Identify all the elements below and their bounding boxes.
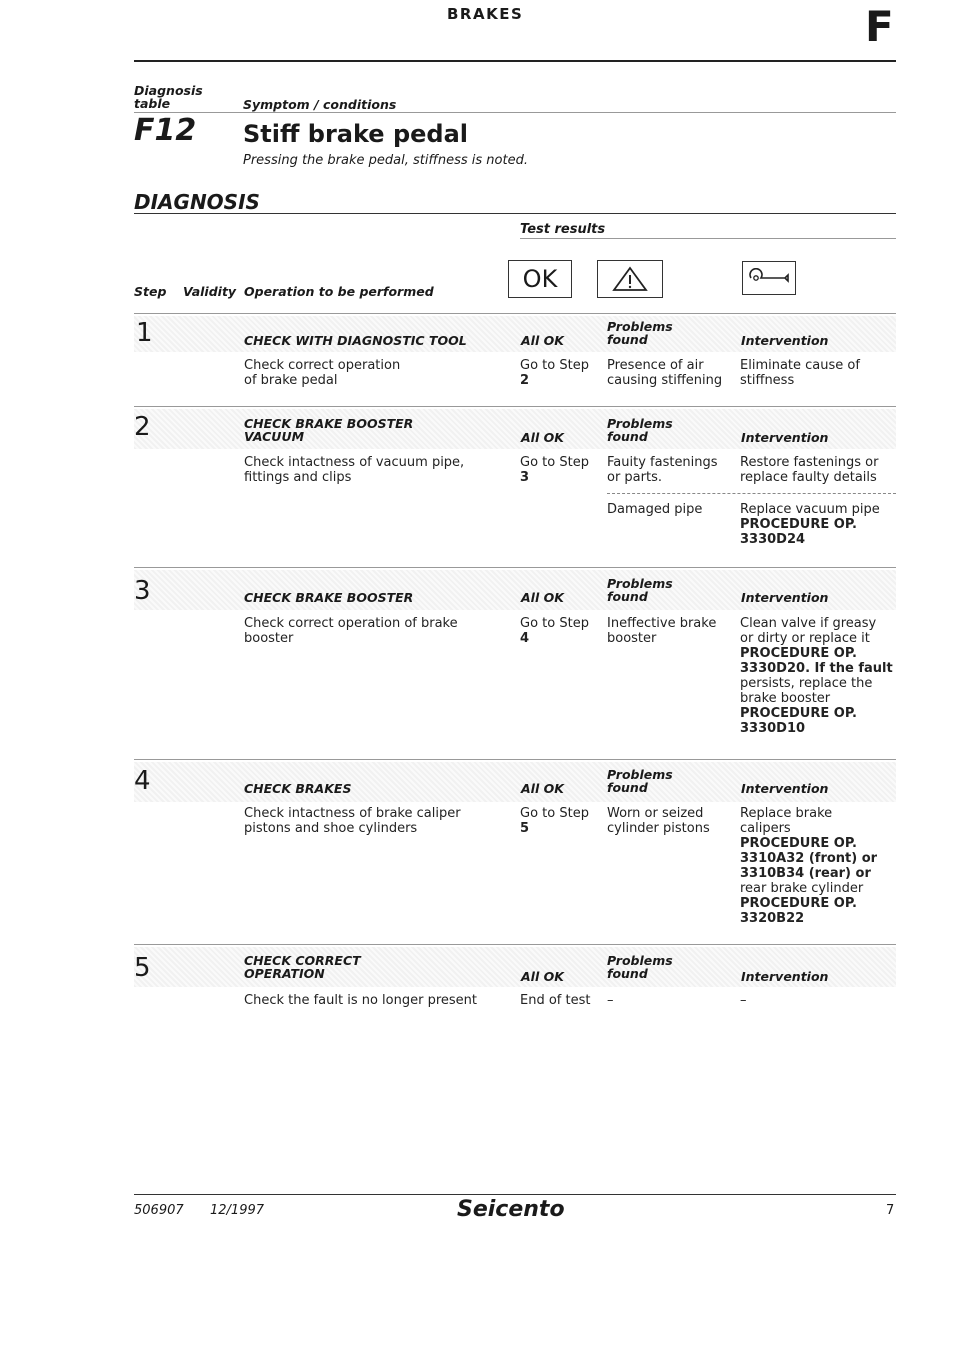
- operation-line: Check intactness of vacuum pipe,: [244, 455, 465, 470]
- ok-result-step: 2: [520, 373, 530, 388]
- ok-result-line: Go to Step: [520, 358, 589, 373]
- fix-line: stiffness: [740, 373, 795, 388]
- problem-line: –: [607, 993, 614, 1008]
- diagnosis-label-line1: Diagnosis: [134, 83, 203, 98]
- step-5-number: 5: [134, 953, 151, 983]
- wrench-icon: [742, 261, 796, 295]
- problems-label: Problems: [607, 576, 673, 591]
- operation-line: fittings and clips: [244, 470, 352, 485]
- step-1-fix: [740, 358, 860, 388]
- warning-triangle-icon: [597, 260, 663, 298]
- step-1-number: 1: [136, 318, 153, 348]
- problem-line: Ineffective brake: [607, 616, 717, 631]
- page-header-title: BRAKES: [447, 5, 524, 23]
- step-5-problems-found: [607, 954, 673, 980]
- test-results-rule: [520, 238, 896, 239]
- problems-label: Problems: [607, 416, 673, 431]
- step-3-problems-found: [607, 577, 673, 603]
- ok-icon-text: OK: [522, 265, 558, 293]
- operation-line: booster: [244, 631, 294, 646]
- fault-title: Stiff brake pedal: [243, 120, 468, 148]
- symptom-conditions-label: Symptom / conditions: [243, 97, 397, 112]
- operation-line: Check correct operation: [244, 358, 401, 373]
- procedure-label: PROCEDURE OP.: [740, 706, 857, 721]
- step-2-problem-1: [607, 455, 718, 485]
- step-2-rule: [134, 406, 896, 407]
- diagnosis-label-line2: table: [134, 96, 171, 111]
- step-5-problem: [607, 993, 614, 1008]
- footer-doc-number: 506907: [134, 1203, 184, 1218]
- procedure-label: PROCEDURE OP.: [740, 896, 857, 911]
- procedure-code: 3330D10: [740, 721, 806, 736]
- step-4-number: 4: [134, 766, 151, 796]
- step-5-operation: [244, 993, 477, 1008]
- section-letter: F: [865, 2, 894, 51]
- column-operation: Operation to be performed: [244, 284, 434, 299]
- step-2-fix-2: [740, 502, 880, 547]
- problem-line: booster: [607, 631, 657, 646]
- ok-result-step: 5: [520, 821, 530, 836]
- step-5-rule: [134, 944, 896, 945]
- column-validity: Validity: [183, 284, 237, 299]
- problem-line: cylinder pistons: [607, 821, 710, 836]
- fix-line: brake booster: [740, 691, 831, 706]
- wrench-glyph: [747, 268, 791, 288]
- ok-icon: [508, 260, 572, 298]
- fix-line: –: [740, 993, 747, 1008]
- diagnosis-heading: DIAGNOSIS: [134, 190, 260, 214]
- step-5-intervention: Intervention: [741, 969, 829, 984]
- step-1-all-ok: All OK: [521, 333, 564, 348]
- test-results-label: Test results: [520, 222, 606, 237]
- procedure-code: 3310A32 (front) or: [740, 851, 878, 866]
- problems-label: Problems: [607, 319, 673, 334]
- problem-line: Damaged pipe: [607, 502, 703, 517]
- footer-date: 12/1997: [210, 1203, 265, 1218]
- procedure-code: 3320B22: [740, 911, 805, 926]
- diagnosis-table-label: [134, 84, 203, 110]
- step-2-operation: [244, 455, 464, 485]
- problems-label: Problems: [607, 767, 673, 782]
- footer-rule: [134, 1194, 896, 1195]
- fix-line: calipers: [740, 821, 791, 836]
- step-3-ok-result: [520, 616, 589, 646]
- operation-line: Check intactness of brake caliper: [244, 806, 461, 821]
- step-5-heading: [244, 954, 361, 980]
- step-4-operation: [244, 806, 461, 836]
- step-2-problem-2: [607, 502, 702, 517]
- step-2-problems-found: [607, 417, 673, 443]
- step-2-intervention: Intervention: [741, 430, 829, 445]
- fix-line: or dirty or replace it: [740, 631, 870, 646]
- fix-line: Replace brake: [740, 806, 833, 821]
- found-label: found: [607, 429, 648, 444]
- fault-code: F12: [134, 113, 197, 148]
- fix-line: Eliminate cause of: [740, 358, 860, 373]
- fix-line: Restore fastenings or: [740, 455, 879, 470]
- step-4-rule: [134, 759, 896, 760]
- ok-result-line: Go to Step: [520, 616, 589, 631]
- step-4-problems-found: [607, 768, 673, 794]
- problem-line: Fauity fastenings: [607, 455, 718, 470]
- step-2-sub-rule: [607, 493, 896, 494]
- diagnosis-rule: [134, 213, 896, 214]
- column-header-rule: [134, 313, 896, 314]
- ok-result-step: 3: [520, 470, 530, 485]
- step-2-ok-result: [520, 455, 589, 485]
- step-3-number: 3: [134, 576, 151, 606]
- step-4-fix: [740, 806, 877, 926]
- ok-result-line: Go to Step: [520, 806, 589, 821]
- step-1-problems-found: [607, 320, 673, 346]
- step-5-all-ok: All OK: [521, 969, 564, 984]
- heading-line: OPERATION: [244, 966, 325, 981]
- step-4-ok-result: [520, 806, 589, 836]
- heading-line: CHECK BRAKE BOOSTER: [244, 416, 414, 431]
- operation-line: of brake pedal: [244, 373, 338, 388]
- heading-line: CHECK CORRECT: [244, 953, 361, 968]
- fix-line: persists, replace the: [740, 676, 873, 691]
- step-4-heading: CHECK BRAKES: [244, 781, 352, 796]
- fix-line: replace faulty details: [740, 470, 877, 485]
- procedure-code: 3330D24: [740, 532, 806, 547]
- fix-line: Replace vacuum pipe: [740, 502, 880, 517]
- procedure-label: PROCEDURE OP.: [740, 646, 857, 661]
- warning-triangle-glyph: [610, 265, 650, 293]
- ok-result-line: Go to Step: [520, 455, 589, 470]
- found-label: found: [607, 780, 648, 795]
- step-2-heading: [244, 417, 413, 443]
- heading-line: VACUUM: [244, 429, 305, 444]
- procedure-label: PROCEDURE OP.: [740, 517, 857, 532]
- problem-line: Worn or seized: [607, 806, 704, 821]
- header-rule: [134, 60, 896, 62]
- symptom-rule: [134, 112, 896, 113]
- step-2-fix-1: [740, 455, 878, 485]
- footer-brand-logo: Seicento: [457, 1197, 565, 1222]
- step-1-intervention: Intervention: [741, 333, 829, 348]
- step-4-intervention: Intervention: [741, 781, 829, 796]
- step-2-all-ok: All OK: [521, 430, 564, 445]
- step-3-rule: [134, 567, 896, 568]
- step-3-problem: [607, 616, 716, 646]
- step-5-fix: [740, 993, 747, 1008]
- found-label: found: [607, 589, 648, 604]
- step-1-problem: [607, 358, 722, 388]
- step-2-number: 2: [134, 412, 151, 442]
- step-3-operation: [244, 616, 458, 646]
- step-4-all-ok: All OK: [521, 781, 564, 796]
- step-4-problem: [607, 806, 710, 836]
- procedure-code: 3310B34 (rear) or: [740, 866, 871, 881]
- operation-line: Check correct operation of brake: [244, 616, 458, 631]
- found-label: found: [607, 332, 648, 347]
- problem-line: causing stiffening: [607, 373, 723, 388]
- problem-line: Presence of air: [607, 358, 704, 373]
- fix-line: Clean valve if greasy: [740, 616, 877, 631]
- step-3-heading: CHECK BRAKE BOOSTER: [244, 590, 414, 605]
- step-5-ok-result: [520, 993, 590, 1008]
- step-3-all-ok: All OK: [521, 590, 564, 605]
- footer-page-number: 7: [886, 1203, 895, 1218]
- ok-result-step: 4: [520, 631, 530, 646]
- procedure-code: 3330D20. If the fault: [740, 661, 893, 676]
- step-1-heading: CHECK WITH DIAGNOSTIC TOOL: [244, 333, 467, 348]
- found-label: found: [607, 966, 648, 981]
- fault-description: Pressing the brake pedal, stiffness is noted.: [243, 153, 528, 168]
- operation-line: pistons and shoe cylinders: [244, 821, 418, 836]
- step-1-ok-result: [520, 358, 589, 388]
- step-3-intervention: Intervention: [741, 590, 829, 605]
- column-step: Step: [134, 284, 167, 299]
- procedure-label: PROCEDURE OP.: [740, 836, 857, 851]
- step-3-fix: [740, 616, 893, 736]
- problems-label: Problems: [607, 953, 673, 968]
- step-1-operation: [244, 358, 400, 388]
- operation-line: Check the fault is no longer present: [244, 993, 478, 1008]
- ok-result-line: End of test: [520, 993, 591, 1008]
- problem-line: or parts.: [607, 470, 662, 485]
- fix-line: rear brake cylinder: [740, 881, 864, 896]
